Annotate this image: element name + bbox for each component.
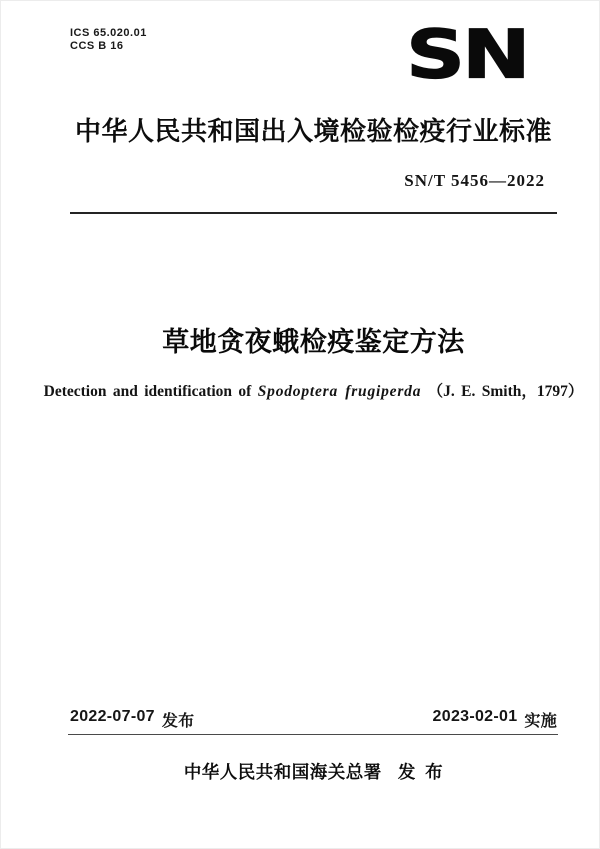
issue-date: 2022-07-07 [70,708,155,725]
standard-type-heading: 中华人民共和国出入境检验检疫行业标准 [74,116,552,146]
classification-codes [70,27,147,53]
publisher-name: 中华人民共和国海关总署 [183,762,382,782]
header-divider-rule [70,212,557,214]
document-subtitle-english [35,379,592,401]
subtitle-prefix: Detection and identification of [43,383,258,400]
footer-divider-rule [68,734,558,735]
standard-number: SN/T 5456—2022 [404,171,545,190]
publisher-row [70,759,557,784]
document-title: 草地贪夜蛾检疫鉴定方法 [162,327,465,357]
ccs-code: CCS B 16 [70,40,124,52]
implementation-date: 2023-02-01 [432,708,518,725]
sn-logo: SN [406,15,528,94]
ics-code: ICS 65.020.01 [70,27,147,39]
implementation-date-label: 实施 [524,713,557,730]
implementation-date-item [433,708,557,731]
issue-date-label: 发布 [161,713,195,730]
dates-row [70,708,557,731]
subtitle-species-name: Spodoptera frugiperda [257,383,422,400]
issue-date-item [70,708,194,731]
subtitle-suffix: （J. E. Smith，1797） [421,383,584,400]
publish-label: 发 布 [397,762,444,782]
